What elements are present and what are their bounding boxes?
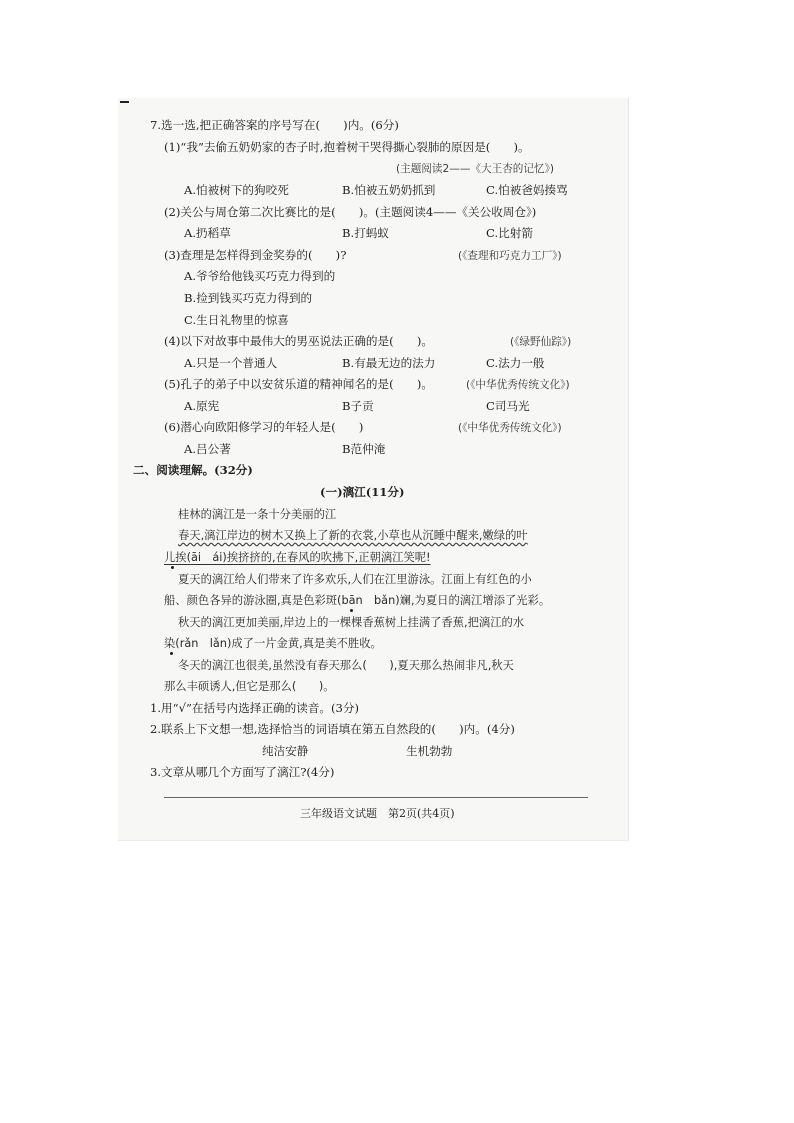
passage-p5-line2: 那么丰硕诱人,但它是那么( )。 [164, 680, 335, 693]
word-option-1: 纯洁安静 [262, 744, 309, 758]
q7-4-option-c: C.法力一般 [486, 356, 545, 370]
q7-6-stem: (6)潜心向欧阳修学习的年轻人是( ) [164, 420, 364, 434]
reading-q3: 3.文章从哪几个方面写了漓江?(4分) [150, 765, 335, 779]
q7-5-option-a: A.原宪 [184, 399, 220, 413]
page-footer: 三年级语文试题 第2页(共4页) [300, 807, 455, 820]
q7-2-stem: (2)关公与周仓第二次比赛比的是( )。(主题阅读4——《关公收周仓》) [164, 205, 537, 219]
q7-3-option-c: C.生日礼物里的惊喜 [184, 313, 289, 327]
q7-3-option-b: B.捡到钱买巧克力得到的 [184, 291, 313, 305]
q7-3-stem: (3)查理是怎样得到金奖券的( )? [164, 248, 347, 262]
passage-p2-line2: 儿挨(āi ái)挨挤挤的,在春风的吹拂下,正朝漓江笑呢! [164, 551, 431, 564]
word-option-2: 生机勃勃 [406, 744, 453, 758]
q7-1-option-a: A.怕被树下的狗咬死 [184, 183, 289, 197]
q7-6-option-b: B范仲淹 [342, 442, 386, 456]
q7-6-option-a: A.吕公著 [184, 442, 231, 456]
part2-heading: 二、阅读理解。(32分) [133, 463, 253, 477]
q7-title: 7.选一选,把正确答案的序号写在( )内。(6分) [150, 118, 399, 132]
q7-4-stem: (4)以下对故事中最伟大的男巫说法正确的是( )。 [164, 334, 433, 348]
passage-p4-line2: 染(rǎn lǎn)成了一片金黄,真是美不胜收。 [164, 637, 382, 650]
q7-2-option-a: A.扔稻草 [184, 226, 231, 240]
q7-1-source: (主题阅读2——《大王杏的记忆》) [396, 163, 555, 175]
q7-1-option-c: C.怕被爸妈揍骂 [486, 183, 568, 197]
q7-5-option-b: B子贡 [342, 399, 374, 413]
passage-title: (一)漓江(11分) [320, 485, 405, 499]
passage-p5-line1: 冬天的漓江也很美,虽然没有春天那么( ),夏天那么热闹非凡,秋天 [178, 659, 514, 672]
emphasis-dot [170, 652, 173, 655]
q7-1-stem: (1)“我”去偷五奶奶家的杏子时,抱着树干哭得撕心裂肺的原因是( )。 [164, 140, 530, 154]
emphasis-dot [171, 566, 174, 569]
q7-6-source: (《中华优秀传统文化》) [458, 422, 562, 434]
q7-3-source: (《查理和巧克力工厂》) [458, 250, 562, 262]
q7-5-source: (《中华优秀传统文化》) [466, 379, 570, 391]
q7-1-option-b: B.怕被五奶奶抓到 [342, 183, 436, 197]
passage-p2-line1: 春天,漓江岸边的树木又换上了新的衣裳,小草也从沉睡中醒来,嫩绿的叶 [178, 529, 528, 542]
emphasis-dot [350, 609, 353, 612]
passage-p3-line1: 夏天的漓江给人们带来了许多欢乐,人们在江里游泳。江面上有红色的小 [178, 573, 532, 586]
q7-2-option-c: C.比射箭 [486, 226, 533, 240]
reading-q2: 2.联系上下文想一想,选择恰当的词语填在第五自然段的( )内。(4分) [150, 722, 515, 736]
q7-4-source: (《绿野仙踪》) [510, 336, 572, 348]
passage-p4-line1: 秋天的漓江更加美丽,岸边上的一棵棵香蕉树上挂满了香蕉,把漓江的水 [178, 616, 525, 629]
footer-rule [164, 797, 588, 798]
q7-3-option-a: A.爷爷给他钱买巧克力得到的 [184, 269, 336, 283]
reading-q1: 1.用“√”在括号内选择正确的读音。(3分) [150, 701, 360, 715]
q7-5-stem: (5)孔子的弟子中以安贫乐道的精神闻名的是( )。 [164, 377, 433, 391]
q7-4-option-a: A.只是一个普通人 [184, 356, 278, 370]
q7-5-option-c: C司马光 [486, 399, 530, 413]
passage-p3-line2: 船、颜色各异的游泳圈,真是色彩斑(bān bǎn)斓,为夏日的漓江增添了光彩。 [164, 594, 551, 607]
q7-2-option-b: B.打蚂蚁 [342, 226, 389, 240]
passage-p1: 桂林的漓江是一条十分美丽的江 [178, 508, 337, 521]
q7-4-option-b: B.有最无边的法力 [342, 356, 436, 370]
